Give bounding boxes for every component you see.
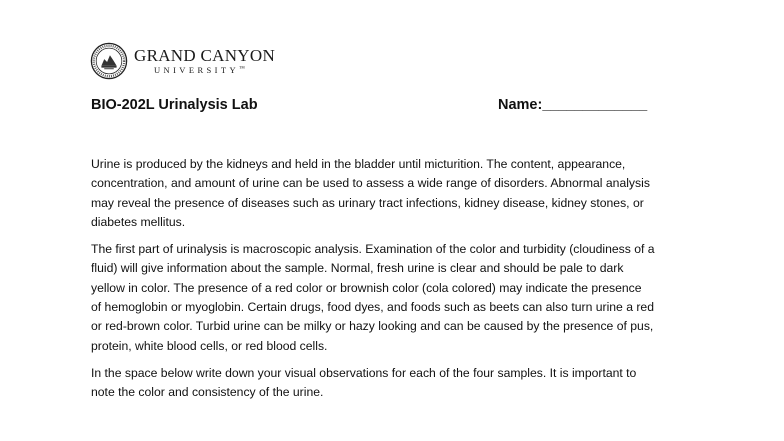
paragraph-macroscopic xyxy=(91,240,701,356)
university-name-line1: GRAND CANYON xyxy=(134,46,276,66)
text-line: fluid) will give information about the sample. Normal, fresh urine is clear and should be pale to dark xyxy=(91,261,624,276)
university-name-word: UNIVERSITY xyxy=(154,65,239,76)
text-line: yellow in color. The presence of a red color or brownish color (cola colored) may indicate the presence xyxy=(91,280,642,295)
text-line: Urine is produced by the kidneys and held in the bladder until micturition. The content, appearance, xyxy=(91,157,626,171)
university-name-line2 xyxy=(154,66,275,75)
paragraph-intro xyxy=(91,155,701,232)
trademark-symbol: ™ xyxy=(239,66,245,73)
text-line: of hemoglobin or myoglobin. Certain drugs, food dyes, and foods such as beets can also turn urine a red xyxy=(91,300,654,315)
name-field-label: Name:_____________ xyxy=(498,97,648,113)
text-line: note the color and consistency of the urine. xyxy=(91,385,324,400)
university-wordmark xyxy=(134,47,275,75)
text-line: The first part of urinalysis is macroscopic analysis. Examination of the color and turbidity (cloudiness of a xyxy=(91,242,655,257)
document-body xyxy=(91,155,701,411)
text-line: concentration, and amount of urine can be used to assess a wide range of disorders. Abnormal analysis xyxy=(91,176,650,191)
university-logo xyxy=(90,42,275,80)
text-line: or red-brown color. Turbid urine can be milky or hazy looking and can be caused by the presence of pus, xyxy=(91,319,654,334)
text-line: In the space below write down your visual observations for each of the four samples. It is important to xyxy=(91,365,637,380)
university-seal-icon xyxy=(90,42,128,80)
text-line: protein, white blood cells, or red blood cells. xyxy=(91,338,328,353)
document-title: BIO-202L Urinalysis Lab xyxy=(91,97,258,113)
paragraph-instructions xyxy=(91,364,701,403)
text-line: diabetes mellitus. xyxy=(91,214,186,229)
text-line: may reveal the presence of diseases such as urinary tract infections, kidney disease, kidney stones, or xyxy=(91,195,644,210)
